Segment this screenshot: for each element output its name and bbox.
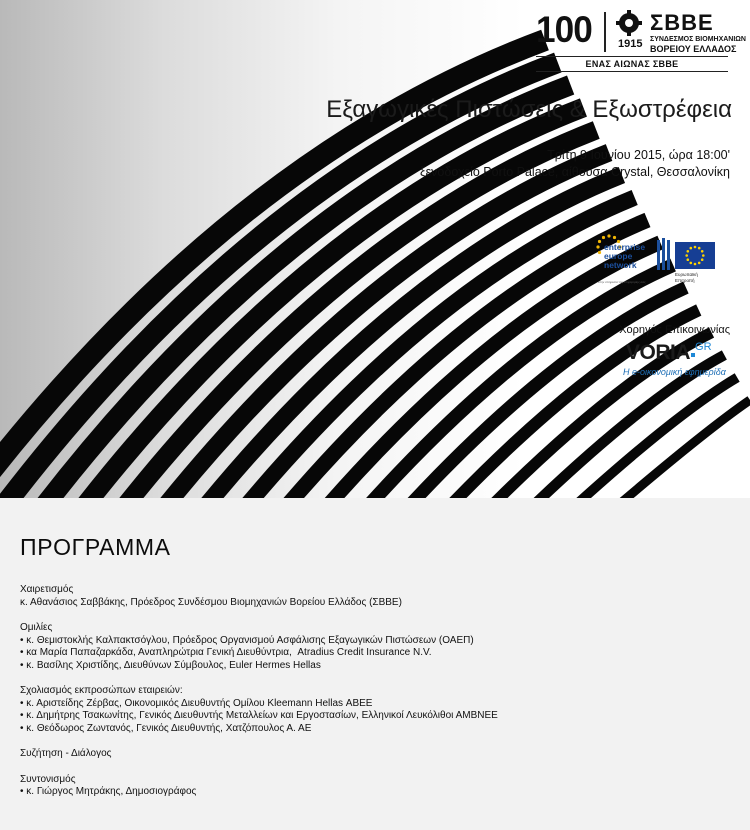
event-date: Τρίτη 9 Ιουνίου 2015, ώρα 18:00' — [547, 148, 730, 162]
program-section-title: Σχολιασμός εκπροσώπων εταιρειών: — [20, 685, 183, 696]
logo-year: 1915 — [618, 38, 643, 50]
enterprise-europe-network-logo: enterprise europe network στην υπηρεσία της επιχείρησης σας — [596, 234, 656, 288]
program-list — [20, 584, 740, 812]
program-section — [20, 774, 740, 799]
logo-association-line1: ΣΥΝΔΕΣΜΟΣ ΒΙΟΜΗΧΑΝΙΩΝ — [650, 36, 746, 43]
logo-brand: ΣΒΒΕ — [650, 10, 714, 35]
program-section-title: Συζήτηση - Διάλογος — [20, 748, 112, 759]
program-item: • κ. Θεμιστοκλής Καλπακτσόγλου, Πρόεδρος Οργανισμού Ασφάλισης Εξαγωγικών Πιστώσεων (ΟΑΕΠ) — [20, 634, 474, 646]
program-item: κ. Αθανάσιος Σαββάκης, Πρόεδρος Συνδέσμου Βιομηχανιών Βορείου Ελλάδος (ΣΒΒΕ) — [20, 596, 402, 608]
program-section — [20, 622, 740, 672]
program-heading: ΠΡΟΓΡΑΜΜΑ — [20, 534, 171, 560]
gear-icon — [616, 10, 644, 36]
program-section-title: Χαιρετισμός — [20, 584, 74, 595]
european-commission-logo: Ευρωπαϊκή Επιτροπή — [657, 236, 719, 286]
logo-association-line2: ΒΟΡΕΙΟΥ ΕΛΛΑΔΟΣ — [650, 44, 737, 54]
program-item: • κ. Θεόδωρος Ζωντανός, Γενικός Διευθυντής, Χατζόπουλος Α. ΑΕ — [20, 722, 312, 734]
sbbe-100-logo — [536, 8, 746, 74]
commission-building-icon — [657, 238, 671, 272]
program-section-title: Συντονισμός — [20, 773, 76, 785]
sponsor-label: Χορηγός Επικοινωνίας — [619, 324, 730, 336]
event-title: Εξαγωγικές Πιστώσεις & Εξωστρέφεια — [326, 96, 732, 123]
program-item: • κ. Αριστείδης Ζέρβας, Οικονομικός Διευθυντής Ομίλου Kleemann Hellas ΑΒΕΕ — [20, 697, 373, 709]
program-section — [20, 748, 740, 761]
program-section — [20, 685, 740, 735]
program-item: • κ. Γιώργος Μητράκης, Δημοσιογράφος — [20, 786, 197, 797]
eu-flag-icon — [675, 242, 715, 269]
program-section — [20, 584, 740, 609]
voria-logo: VORIA $^{GR}$ — [626, 341, 712, 364]
event-venue: ξενοδοχείο Porto Palace, αίθουσα Crystal, Θεσσαλονίκη — [420, 165, 730, 179]
program-item: • κα Μαρία Παπαζαρκάδα, Αναπληρώτρια Γενική Διευθύντρια, Atradius Credit Insurance N.V. — [20, 647, 432, 658]
logo-motto: ΕΝΑΣ ΑΙΩΝΑΣ ΣΒΒΕ — [585, 59, 679, 69]
program-section-title: Ομιλίες — [20, 622, 53, 633]
logo-number: 100 — [536, 9, 592, 50]
program-item: • κ. Βασίλης Χριστίδης, Διευθύνων Σύμβουλος, Euler Hermes Hellas — [20, 659, 321, 671]
program-item: • κ. Δημήτρης Τσακωνίτης, Γενικός Διευθυντής Μεταλλείων και Εργοστασίων, Ελληνικοί Λευκόλιθοι ΑΜΒΝΕΕ — [20, 710, 498, 721]
voria-tagline: Η e-οικονομική εφημερίδα — [623, 367, 726, 377]
